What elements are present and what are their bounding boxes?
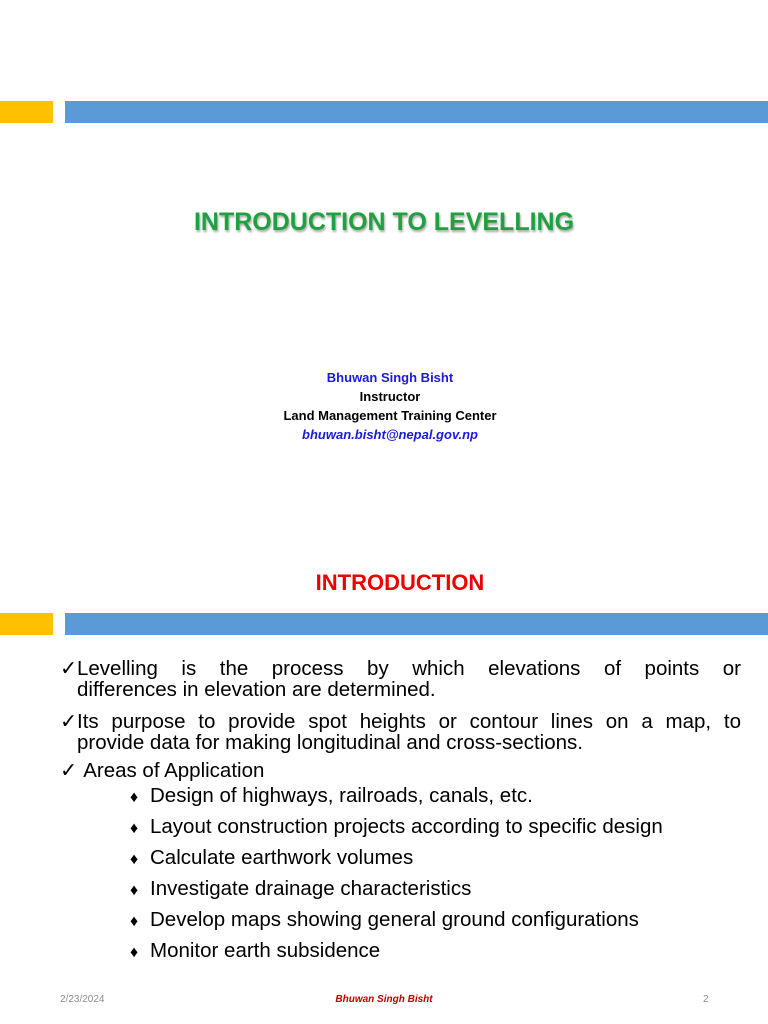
list-item-text: Investigate drainage characteristics — [150, 877, 472, 900]
slide1-accent-bar — [0, 101, 53, 123]
point-line: differences in elevation are determined. — [77, 678, 436, 701]
bullet-point — [60, 658, 741, 700]
list-item — [70, 842, 730, 873]
slide2-content — [60, 658, 741, 781]
bullet-point — [60, 711, 741, 753]
slide1-header-bar — [65, 101, 768, 123]
author-email: bhuwan.bisht@nepal.gov.np — [302, 427, 478, 442]
check-icon: ✓ — [60, 759, 78, 782]
slide2-header-bar — [65, 613, 768, 635]
author-block — [0, 368, 768, 444]
author-role: Instructor — [359, 389, 421, 404]
list-item-text: Develop maps showing general ground configurations — [150, 908, 639, 931]
check-icon: ✓ — [60, 657, 78, 680]
diamond-bullet-icon: ♦ — [130, 882, 139, 899]
areas-heading — [60, 760, 741, 781]
footer-author: Bhuwan Singh Bisht — [335, 994, 433, 1005]
diamond-bullet-icon: ♦ — [130, 851, 139, 868]
slide1-title: INTRODUCTION TO LEVELLING — [193, 208, 575, 236]
diamond-bullet-icon: ♦ — [130, 944, 139, 961]
list-item-text: Calculate earthwork volumes — [150, 846, 414, 869]
slide2-heading: INTRODUCTION — [315, 570, 485, 595]
list-item — [70, 935, 730, 966]
list-item-text: Design of highways, railroads, canals, etc. — [150, 784, 533, 807]
list-item — [70, 811, 730, 842]
footer-page-number: 2 — [703, 994, 709, 1005]
author-org: Land Management Training Center — [283, 408, 497, 423]
slide2-accent-bar — [0, 613, 53, 635]
footer-date: 2/23/2024 — [60, 994, 105, 1005]
list-item-text: Monitor earth subsidence — [150, 939, 381, 962]
point-line: Levelling is the process by which elevations of points or — [77, 657, 741, 680]
list-item-text: Layout construction projects according to specific design — [150, 815, 663, 838]
applications-list — [70, 780, 730, 966]
list-item — [70, 780, 730, 811]
author-name: Bhuwan Singh Bisht — [326, 370, 454, 385]
check-icon: ✓ — [60, 710, 78, 733]
list-item — [70, 904, 730, 935]
list-item — [70, 873, 730, 904]
diamond-bullet-icon: ♦ — [130, 820, 139, 837]
areas-label: Areas of Application — [83, 759, 265, 782]
diamond-bullet-icon: ♦ — [130, 789, 139, 806]
diamond-bullet-icon: ♦ — [130, 913, 139, 930]
point-line: Its purpose to provide spot heights or contour lines on a map, to — [77, 710, 741, 733]
point-line: provide data for making longitudinal and cross-sections. — [77, 731, 583, 754]
